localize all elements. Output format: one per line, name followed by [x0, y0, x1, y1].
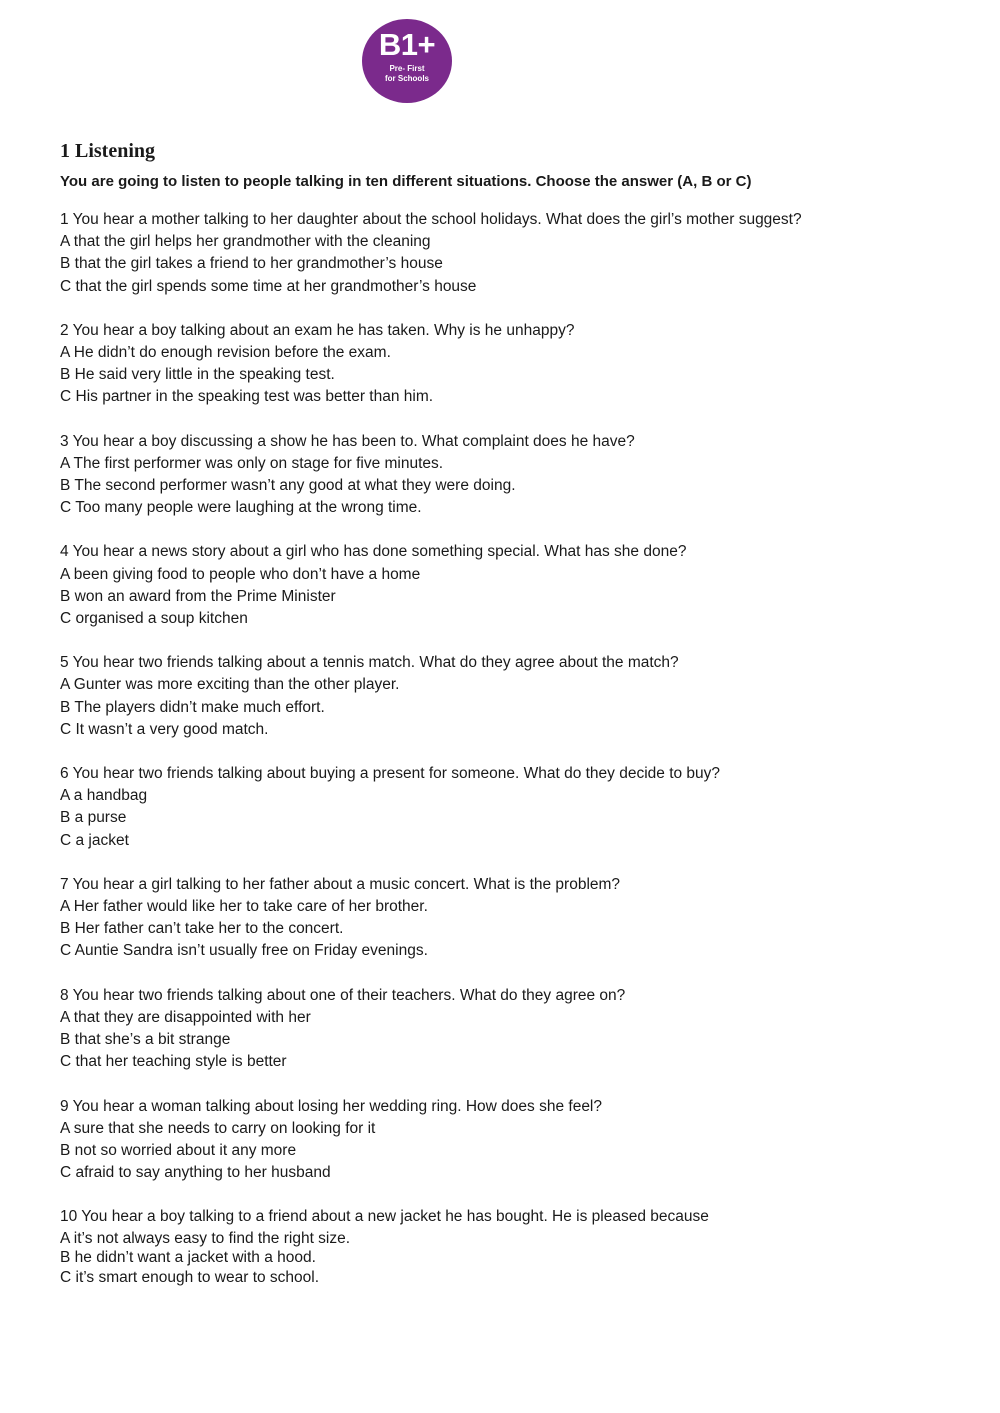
- question-text: 3 You hear a boy discussing a show he has been to. What complaint does he have?: [60, 432, 635, 450]
- option-b: B He said very little in the speaking test.: [60, 366, 335, 384]
- question-text: 1 You hear a mother talking to her daughter about the school holidays. What does the girl’s mother suggest?: [60, 211, 802, 228]
- option-b: B a purse: [60, 809, 127, 827]
- option-a: A Gunter was more exciting than the other player.: [60, 676, 400, 694]
- option-c: C afraid to say anything to her husband: [60, 1164, 331, 1182]
- option-b: B not so worried about it any more: [60, 1141, 297, 1159]
- logo-level: B1+: [378, 27, 436, 62]
- question-8: [60, 985, 960, 1074]
- option-c: C that the girl spends some time at her grandmother’s house: [60, 277, 477, 295]
- question-5: [60, 652, 960, 741]
- question-text: 8 You hear two friends talking about one of their teachers. What do they agree on?: [60, 986, 626, 1004]
- instructions: You are going to listen to people talking in ten different situations. Choose the answer (A, B or C): [60, 173, 752, 190]
- question-list: [60, 209, 960, 1309]
- option-b: B won an award from the Prime Minister: [60, 587, 336, 605]
- option-a: A sure that she needs to carry on looking for it: [60, 1119, 376, 1137]
- option-a: A it’s not always easy to find the right size.: [60, 1229, 351, 1247]
- question-text: 6 You hear two friends talking about buying a present for someone. What do they decide to buy?: [60, 765, 721, 783]
- option-a: A that the girl helps her grandmother with the cleaning: [60, 233, 431, 251]
- option-b: B Her father can’t take her to the concert.: [60, 920, 344, 938]
- option-c: C organised a soup kitchen: [60, 610, 248, 628]
- question-text: 5 You hear two friends talking about a tennis match. What do they agree about the match?: [60, 654, 679, 672]
- logo-subtitle-line1: Pre- First: [389, 64, 425, 73]
- question-text: 7 You hear a girl talking to her father about a music concert. What is the problem?: [60, 875, 621, 893]
- question-10: [60, 1206, 960, 1287]
- question-text: 10 You hear a boy talking to a friend about a new jacket he has bought. He is pleased because: [60, 1208, 709, 1226]
- option-a: A Her father would like her to take care of her brother.: [60, 898, 428, 916]
- question-9: [60, 1096, 960, 1185]
- question-4: [60, 541, 960, 630]
- question-3: [60, 431, 960, 520]
- option-b: B he didn’t want a jacket with a hood.: [60, 1249, 316, 1267]
- option-a: A The first performer was only on stage for five minutes.: [60, 454, 444, 472]
- option-b: B that she’s a bit strange: [60, 1031, 231, 1049]
- option-c: C Too many people were laughing at the wrong time.: [60, 499, 422, 517]
- option-c: C It wasn’t a very good match.: [60, 720, 269, 738]
- question-6: [60, 763, 960, 852]
- b1-plus-logo: [362, 19, 452, 103]
- question-2: [60, 320, 960, 409]
- option-c: C Auntie Sandra isn’t usually free on Friday evenings.: [60, 942, 428, 960]
- question-text: 4 You hear a news story about a girl who has done something special. What has she done?: [60, 543, 687, 561]
- logo-subtitle-line2: for Schools: [384, 74, 429, 83]
- question-7: [60, 874, 960, 963]
- option-c: C it’s smart enough to wear to school.: [60, 1268, 320, 1286]
- option-b: B that the girl takes a friend to her grandmother’s house: [60, 255, 443, 273]
- question-1: [60, 209, 960, 298]
- question-text: 2 You hear a boy talking about an exam he has taken. Why is he unhappy?: [60, 321, 575, 339]
- section-title: 1 Listening: [60, 140, 156, 162]
- option-a: A been giving food to people who don’t have a home: [60, 565, 421, 583]
- option-a: A a handbag: [60, 787, 148, 805]
- question-text: 9 You hear a woman talking about losing her wedding ring. How does she feel?: [60, 1097, 603, 1115]
- option-c: C a jacket: [60, 831, 129, 849]
- option-c: C His partner in the speaking test was better than him.: [60, 388, 434, 406]
- option-a: A He didn’t do enough revision before the exam.: [60, 344, 391, 362]
- option-b: B The second performer wasn’t any good at what they were doing.: [60, 477, 516, 495]
- option-a: A that they are disappointed with her: [60, 1008, 311, 1026]
- option-c: C that her teaching style is better: [60, 1053, 287, 1071]
- option-b: B The players didn’t make much effort.: [60, 698, 325, 716]
